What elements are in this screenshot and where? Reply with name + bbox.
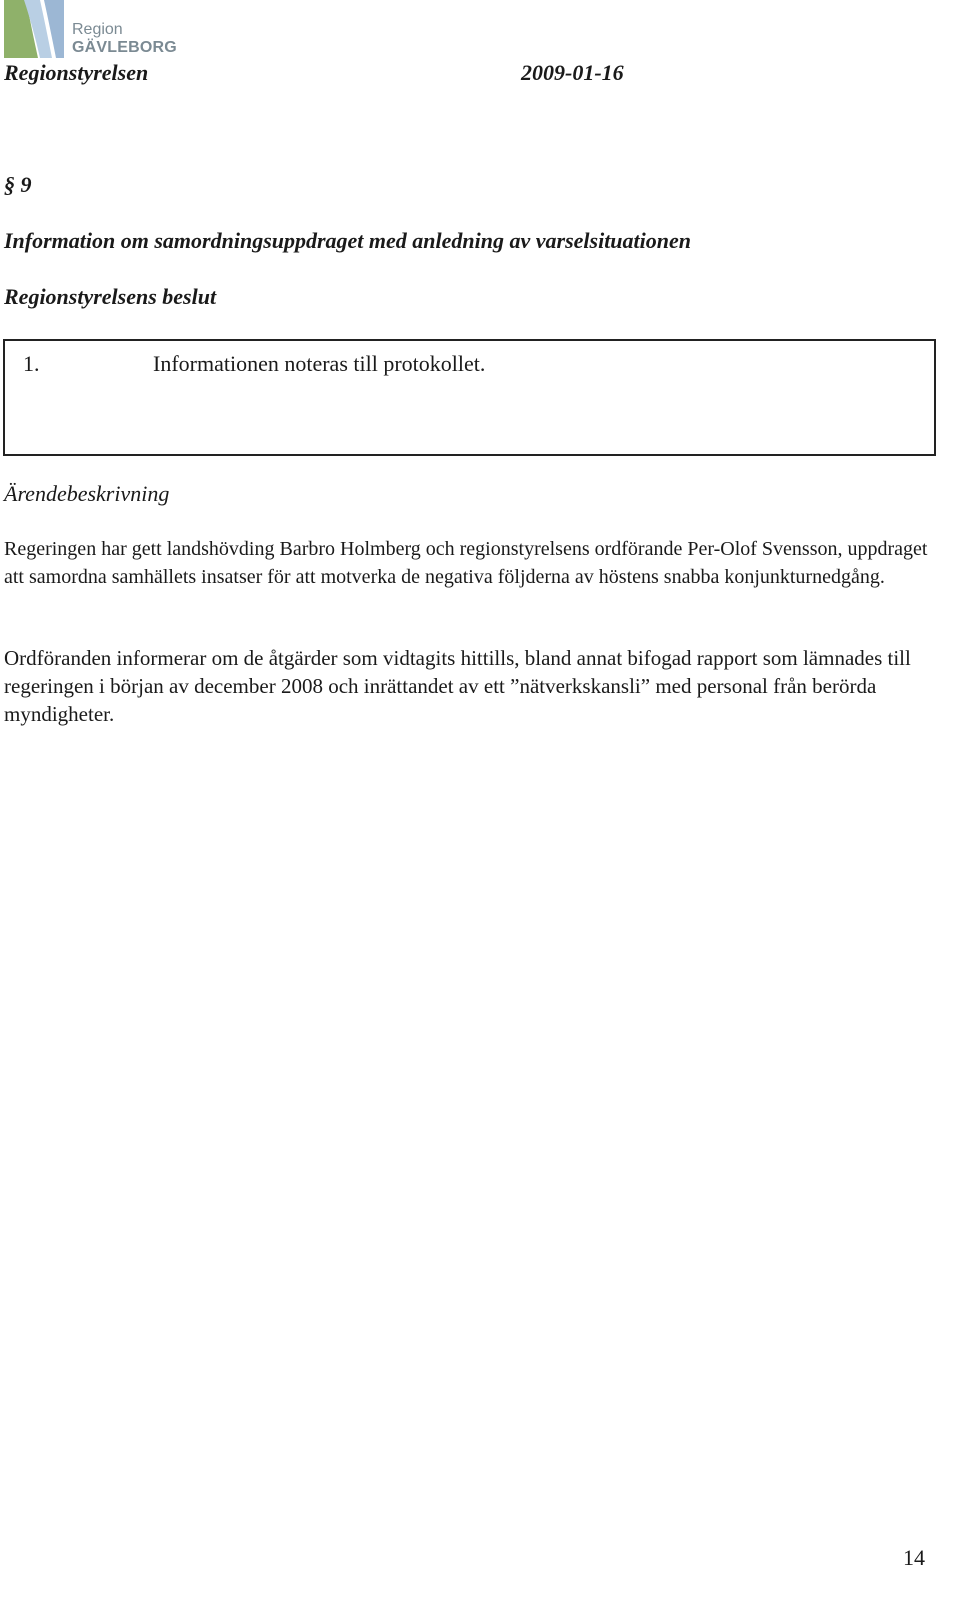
description-paragraph: Regeringen har gett landshövding Barbro Holmberg och regionstyrelsens ordförande Per-Olof Svensson, uppdraget att samordna samhällets insatser för att motverka de negativa följderna av höstens snabba konjunkturnedgång.: [4, 538, 928, 588]
logo-text-gavleborg: GÄVLEBORG: [72, 39, 177, 56]
decision-heading: Regionstyrelsens beslut: [4, 284, 217, 309]
header-date: 2009-01-16: [521, 60, 624, 85]
description-paragraph: Ordföranden informerar om de åtgärder som vidtagits hittills, bland annat bifogad rapport som lämnades till regeringen i början av december 2008 och inrättandet av ett ”nätverkskansli” med personal från berörda myndigheter.: [4, 646, 911, 726]
logo-mark-icon: [4, 0, 68, 60]
page-number: 14: [903, 1545, 925, 1570]
region-gavleborg-logo: [4, 0, 177, 60]
logo-text-region: Region: [72, 21, 123, 38]
section-subject: Information om samordningsuppdraget med anledning av varselsituationen: [4, 228, 692, 253]
header-organization: Regionstyrelsen: [4, 60, 149, 85]
decision-box: [3, 339, 936, 456]
paragraph-number: § 9: [4, 172, 32, 197]
description-heading: Ärendebeskrivning: [4, 481, 170, 506]
decision-item-text: Informationen noteras till protokollet.: [153, 351, 486, 376]
decision-item-number: 1.: [23, 351, 40, 376]
